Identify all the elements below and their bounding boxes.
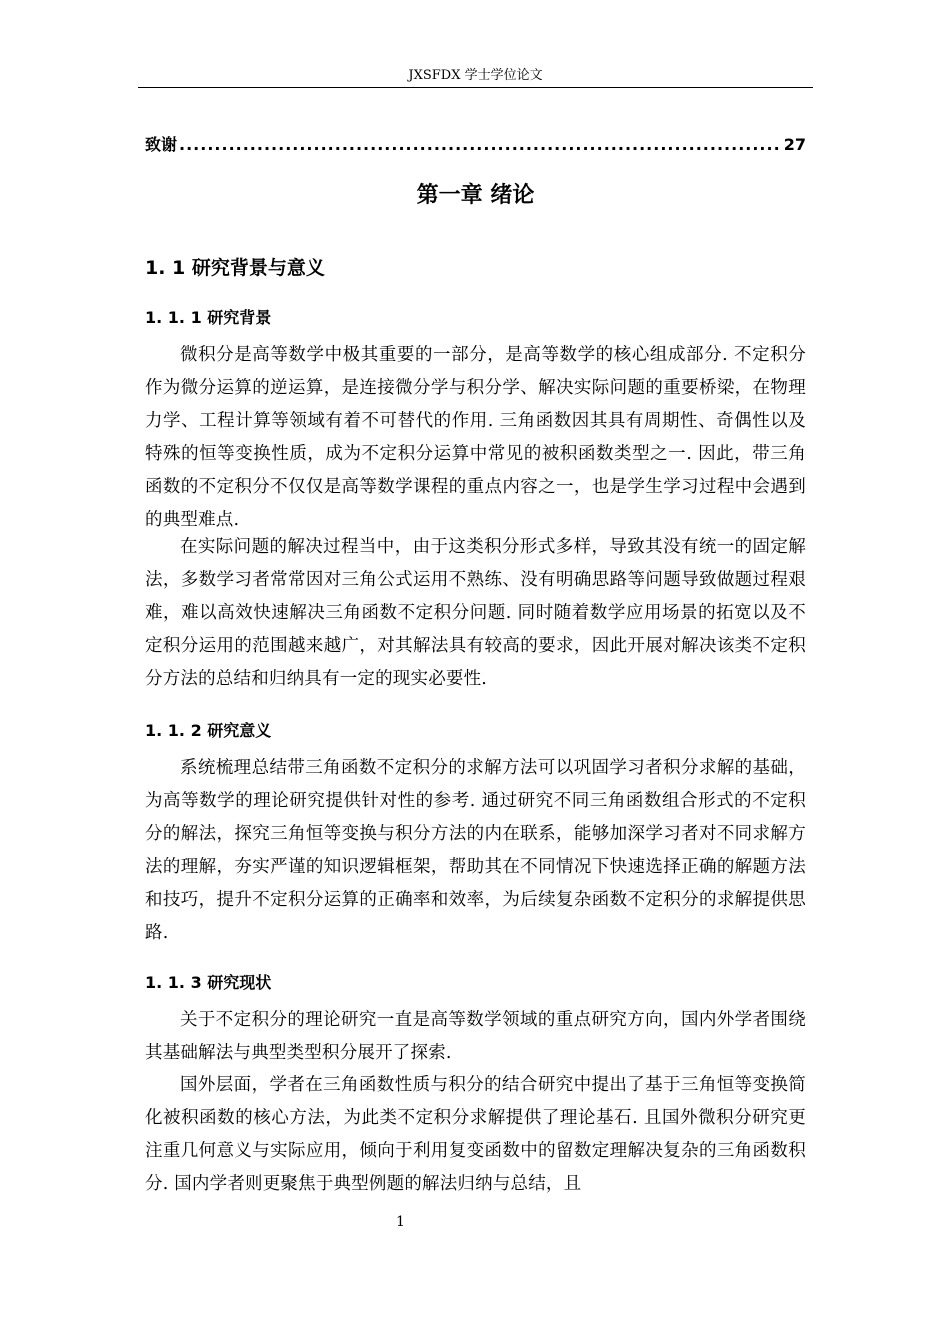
paragraph-background-2: 在实际问题的解决过程当中，由于这类积分形式多样，导致其没有统一的固定解法，多数学习者常常因对三角公式运用不熟练、没有明确思路等问题导致做题过程艰难，难以高效快速解决三角函数不定积分问题. 同时随着数学应用场景的拓宽以及不定积分运用的范围越来越广，对其解法具有较高的要求，因此开展对解决该类不定积分方法的总结和归纳具有一定的现实必要性. — [145, 537, 806, 689]
section-heading-1-1-1: 1. 1. 1 研究背景 — [145, 308, 272, 327]
paragraph-significance-1: 系统梳理总结带三角函数不定积分的求解方法可以巩固学习者积分求解的基础，为高等数学的理论研究提供针对性的参考. 通过研究不同三角函数组合形式的不定积分的解法，探究三角恒等变换与积分方法的内在联系，能够加深学习者对不同求解方法的理解，夯实严谨的知识逻辑框架，帮助其在不同情况下快速选择正确的解题方法和技巧，提升不定积分运算的正确率和效率，为后续复杂函数不定积分的求解提供思路. — [145, 758, 806, 943]
chapter-title: 第一章 绪论 — [416, 183, 535, 208]
running-header: JXSFDX 学士学位论文 — [408, 68, 543, 83]
header-rule — [138, 87, 813, 88]
section-heading-1-1: 1. 1 研究背景与意义 — [145, 257, 325, 279]
toc-entry-acknowledgement[interactable] — [145, 132, 806, 155]
section-heading-1-1-2: 1. 1. 2 研究意义 — [145, 721, 272, 740]
paragraph-background-1: 微积分是高等数学中极其重要的一部分，是高等数学的核心组成部分. 不定积分作为微分运算的逆运算，是连接微分学与积分学、解决实际问题的重要桥梁，在物理力学、工程计算等领域有着不可替代的作用. 三角函数因其具有周期性、奇偶性以及特殊的恒等变换性质，成为不定积分运算中常见的被积函数类型之一. 因此，带三角函数的不定积分不仅仅是高等数学课程的重点内容之一，也是学生学习过程中会遇到的典型难点. — [145, 345, 806, 530]
toc-entry-label: 致谢 — [145, 135, 178, 154]
paragraph-status-2: 国外层面，学者在三角函数性质与积分的结合研究中提出了基于三角恒等变换简化被积函数的核心方法，为此类不定积分求解提供了理论基石. 且国外微积分研究更注重几何意义与实际应用，倾向于利用复变函数中的留数定理解决复杂的三角函数积分. 国内学者则更聚焦于典型例题的解法归纳与总结，且 — [145, 1075, 806, 1194]
section-heading-1-1-3: 1. 1. 3 研究现状 — [145, 973, 272, 992]
toc-entry-page: 27 — [783, 135, 806, 154]
toc-leader-dots — [179, 135, 782, 154]
paragraph-status-1: 关于不定积分的理论研究一直是高等数学领域的重点研究方向，国内外学者围绕其基础解法与典型类型积分展开了探索. — [145, 1010, 806, 1063]
page-number: 1 — [396, 1214, 405, 1230]
